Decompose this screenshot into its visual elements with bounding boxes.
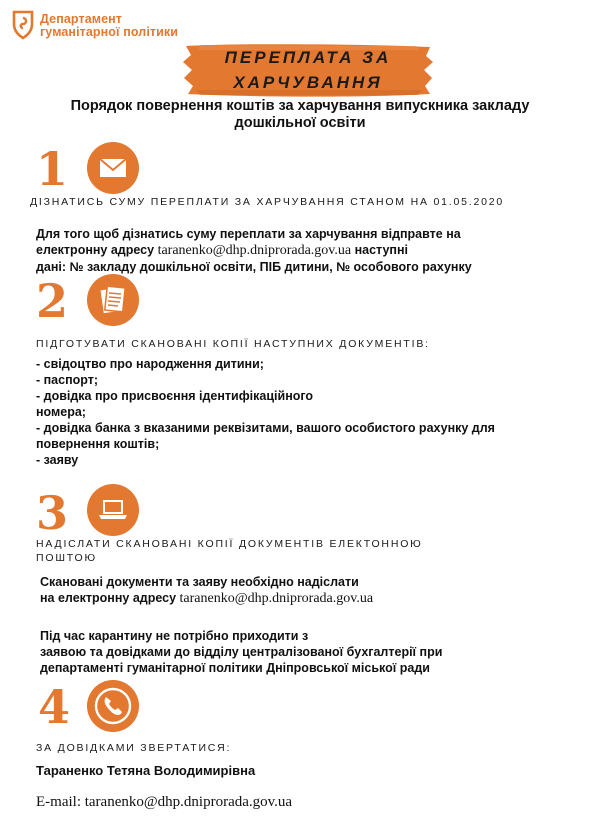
- step-1-body-line-2-suffix: наступні: [354, 243, 409, 257]
- step-1-body-line-2-prefix: електронну адресу: [36, 243, 155, 257]
- step-3-icon-circle: [87, 484, 139, 536]
- department-logo: [12, 8, 212, 44]
- step-4-icon-circle: [87, 680, 139, 732]
- step-2-list-item: - свідоцтво про народження дитини;: [36, 357, 264, 371]
- title-banner: [180, 42, 436, 98]
- step-1-body: [36, 226, 576, 275]
- step-2-list-item: номера;: [36, 405, 86, 419]
- documents-icon: [87, 274, 139, 326]
- step-2-icon-circle: [87, 274, 139, 326]
- step-1-heading: ДІЗНАТИСЬ СУМУ ПЕРЕПЛАТИ ЗА ХАРЧУВАННЯ СТАНОМ НА 01.05.2020: [30, 196, 505, 208]
- contact-name: Тараненко Тетяна Володимирівна: [36, 763, 256, 778]
- step-1-body-line-2: [36, 242, 576, 259]
- step-3-heading: [36, 537, 556, 565]
- step-3-body-line-1: Скановані документи та заяву необхідно надіслати: [40, 575, 359, 589]
- note-line-2: заявою та довідками до відділу централізованої бухгалтерії при: [40, 645, 443, 659]
- step-3-email[interactable]: taranenko@dhp.dniprorada.gov.ua: [179, 591, 374, 606]
- step-3-body-line-2-prefix: на електронну адресу: [40, 591, 177, 605]
- step-1-email[interactable]: taranenko@dhp.dniprorada.gov.ua: [157, 243, 352, 258]
- subtitle-line-2: дошкільної освіти: [234, 115, 366, 131]
- step-number-1: 1: [36, 142, 69, 196]
- logo-line-1: Департамент: [40, 12, 123, 26]
- note-line-3: департаменті гуманітарної політики Дніпровської міської ради: [40, 661, 430, 675]
- step-3-heading-line-1: НАДІСЛАТИ СКАНОВАНІ КОПІЇ ДОКУМЕНТІВ ЕЛЕКТОННОЮ: [36, 538, 423, 550]
- step-4-heading: ЗА ДОВІДКАМИ ЗВЕРТАТИСЯ:: [36, 742, 232, 754]
- step-number-2: 2: [36, 274, 69, 328]
- step-2-heading: ПІДГОТУВАТИ СКАНОВАНІ КОПІЇ НАСТУПНИХ ДОКУМЕНТІВ:: [36, 338, 430, 350]
- step-number-4: 4: [38, 680, 71, 734]
- logo-text: [40, 13, 178, 39]
- step-1-icon-circle: [87, 142, 139, 194]
- note-line-1: Під час карантину не потрібно приходити з: [40, 629, 309, 643]
- step-1-body-line-3: дані: № закладу дошкільної освіти, ПІБ дитини, № особового рахунку: [36, 260, 472, 274]
- step-1-body-line-1: Для того щоб дізнатись суму переплати за харчування відправте на: [36, 227, 461, 241]
- subtitle-line-1: Порядок повернення коштів за харчування випускника закладу: [70, 98, 530, 114]
- step-3-body: [40, 574, 560, 607]
- step-3-heading-line-2: ПОШТОЮ: [36, 552, 97, 564]
- banner-title-line-2: ХАРЧУВАННЯ: [233, 73, 383, 92]
- step-number-3: 3: [36, 486, 69, 540]
- phone-icon: [87, 680, 139, 732]
- contact-email[interactable]: E-mail: taranenko@dhp.dniprorada.gov.ua: [36, 794, 293, 810]
- step-2-list-item: - заяву: [36, 453, 79, 467]
- banner-title-line-1: ПЕРЕПЛАТА ЗА: [224, 48, 392, 67]
- logo-mark-icon: [12, 10, 34, 40]
- step-2-list-item: - довідка банка з вказаними реквізитами, вашого особистого рахунку для: [36, 421, 495, 435]
- step-3-body-line-2: [40, 590, 560, 607]
- step-2-list: [36, 356, 581, 468]
- logo-line-2: гуманітарної політики: [40, 25, 179, 39]
- envelope-icon: [87, 142, 139, 194]
- page-subtitle: [30, 98, 570, 132]
- step-2-list-item: повернення коштів;: [36, 437, 160, 451]
- step-2-list-item: - довідка про присвоєння ідентифікаційного: [36, 389, 314, 403]
- step-2-list-item: - паспорт;: [36, 373, 99, 387]
- laptop-icon: [87, 484, 139, 536]
- quarantine-note: [40, 628, 580, 676]
